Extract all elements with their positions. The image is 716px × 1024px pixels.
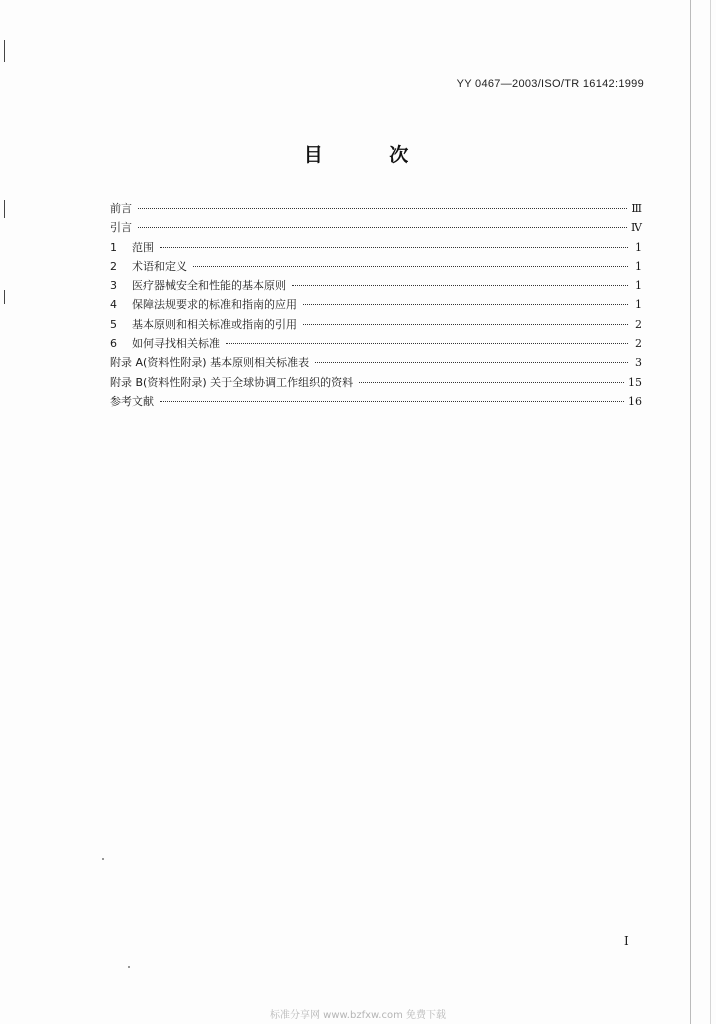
- toc-entry-page: 1: [635, 259, 642, 273]
- scan-edge-left: [4, 40, 5, 62]
- toc-entry-page: 16: [628, 394, 642, 408]
- toc-entry-label: 基本原则和相关标准或指南的引用: [132, 317, 297, 331]
- toc-entry-number: 3: [110, 279, 117, 293]
- toc-entry-page: 1: [635, 298, 642, 312]
- toc-entry-number: 1: [110, 240, 117, 254]
- dot-leader: [160, 246, 628, 248]
- toc-entry-label: 范围: [132, 240, 154, 254]
- toc-entry-finding-standards[interactable]: [110, 334, 642, 353]
- toc-entry-number: 6: [110, 337, 117, 351]
- toc-entry-annex-b[interactable]: [110, 373, 642, 392]
- table-of-contents: [110, 199, 642, 411]
- dot-leader: [303, 323, 628, 325]
- dot-leader: [226, 342, 628, 344]
- toc-entry-terms[interactable]: [110, 257, 642, 276]
- dot-leader: [292, 284, 628, 286]
- page-folio: Ⅰ: [624, 934, 629, 948]
- toc-entry-label: 术语和定义: [132, 259, 187, 273]
- toc-entry-page: 2: [635, 337, 642, 351]
- toc-entry-label: 引言: [110, 221, 132, 235]
- toc-entry-label: 附录 B(资料性附录) 关于全球协调工作组织的资料: [110, 375, 354, 389]
- toc-entry-number: 2: [110, 259, 117, 273]
- toc-entry-page: 3: [635, 356, 642, 370]
- toc-entry-label: 前言: [110, 202, 132, 215]
- toc-entry-number: 4: [110, 298, 117, 312]
- watermark-text: 标准分享网 www.bzfxw.com 免费下载: [270, 1010, 446, 1021]
- toc-entry-label: 附录 A(资料性附录) 基本原则相关标准表: [110, 356, 310, 370]
- toc-entry-label: 如何寻找相关标准: [132, 337, 220, 351]
- toc-entry-page: 15: [628, 375, 642, 389]
- toc-entry-page: Ⅳ: [631, 221, 642, 235]
- standard-number: YY 0467—2003/ISO/TR 16142:1999: [456, 78, 644, 90]
- toc-entry-scope[interactable]: [110, 238, 642, 257]
- toc-entry-number: 5: [110, 317, 117, 331]
- toc-entry-application[interactable]: [110, 295, 642, 314]
- toc-entry-label: 医疗器械安全和性能的基本原则: [132, 279, 286, 293]
- dot-leader: [303, 303, 628, 305]
- dot-leader: [359, 381, 624, 383]
- toc-entry-bibliography[interactable]: [110, 392, 642, 411]
- toc-entry-label: 保障法规要求的标准和指南的应用: [132, 298, 297, 312]
- toc-entry-page: Ⅲ: [631, 202, 642, 215]
- scan-speck: [128, 966, 130, 968]
- scan-edge-left: [4, 200, 5, 218]
- toc-entry-page: 2: [635, 317, 642, 331]
- scan-edge-left: [4, 290, 5, 304]
- dot-leader: [138, 226, 627, 228]
- toc-entry-page: 1: [635, 240, 642, 254]
- dot-leader: [138, 207, 627, 209]
- toc-entry-introduction[interactable]: [110, 218, 642, 237]
- toc-entry-principles[interactable]: [110, 276, 642, 295]
- toc-entry-references-to-standards[interactable]: [110, 315, 642, 334]
- dot-leader: [160, 400, 624, 402]
- scan-speck: [102, 858, 104, 860]
- dot-leader: [315, 361, 628, 363]
- toc-entry-page: 1: [635, 279, 642, 293]
- toc-entry-label: 参考文献: [110, 394, 154, 408]
- toc-entry-annex-a[interactable]: [110, 353, 642, 372]
- toc-title: 目 次: [303, 144, 439, 166]
- dot-leader: [193, 265, 628, 267]
- toc-entry-foreword[interactable]: [110, 199, 642, 218]
